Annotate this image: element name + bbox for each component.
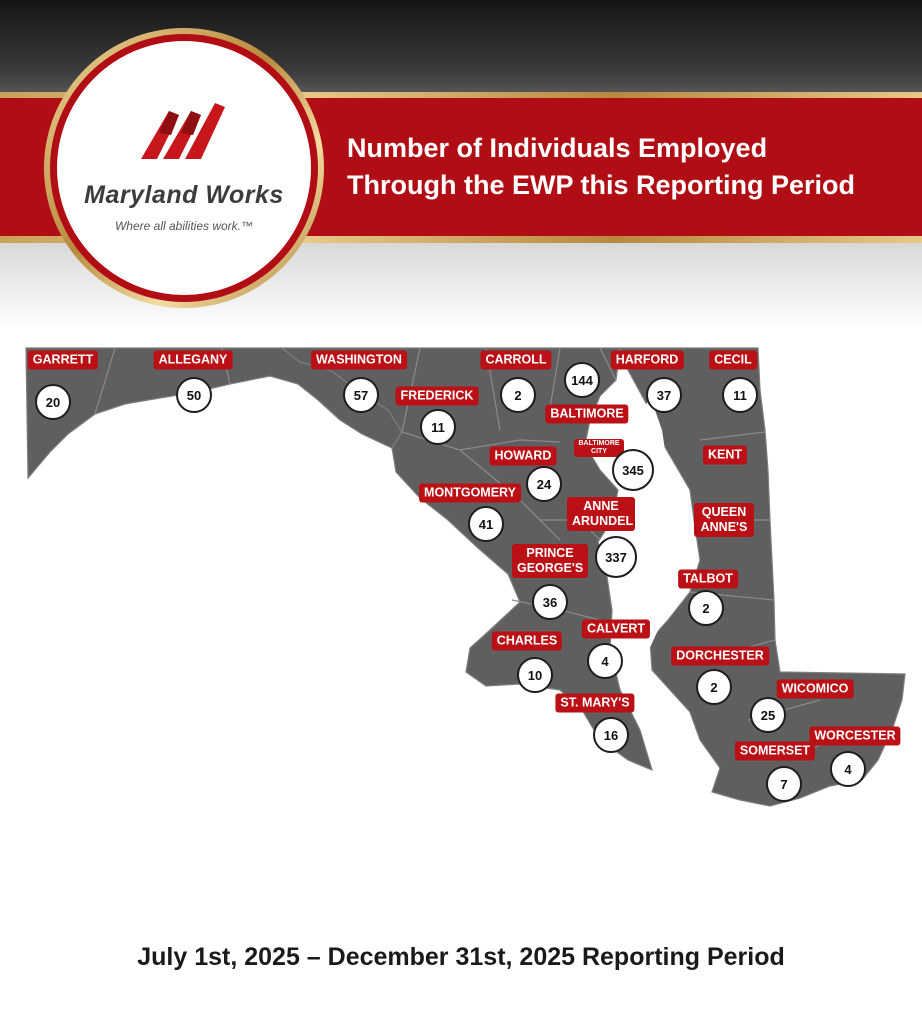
county-label-montgomery: MONTGOMERY [419, 484, 521, 503]
county-label-talbot: TALBOT [678, 570, 738, 589]
county-count-prince-georges: 36 [532, 584, 568, 620]
county-count-calvert: 4 [587, 643, 623, 679]
county-count-montgomery: 41 [468, 506, 504, 542]
county-count-somerset: 7 [766, 766, 802, 802]
county-label-carroll: CARROLL [480, 351, 551, 370]
logo-tagline: Where all abilities work.™ [114, 219, 254, 233]
county-count-howard: 24 [526, 466, 562, 502]
county-count-talbot: 2 [688, 590, 724, 626]
county-count-charles: 10 [517, 657, 553, 693]
title-line-1: Number of Individuals Employed [347, 133, 768, 163]
county-count-dorchester: 2 [696, 669, 732, 705]
county-label-dorchester: DORCHESTER [671, 647, 769, 666]
county-count-harford: 37 [646, 377, 682, 413]
county-count-carroll: 2 [500, 377, 536, 413]
county-label-charles: CHARLES [492, 632, 562, 651]
county-count-washington: 57 [343, 377, 379, 413]
reporting-period: July 1st, 2025 – December 31st, 2025 Reporting Period [137, 943, 785, 971]
county-count-cecil: 11 [722, 377, 758, 413]
county-label-wicomico: WICOMICO [777, 680, 854, 699]
county-count-baltimore-city: 345 [612, 449, 654, 491]
county-label-somerset: SOMERSET [735, 742, 815, 761]
county-count-anne-arundel: 337 [595, 536, 637, 578]
title-line-2: Through the EWP this Reporting Period [347, 170, 855, 200]
county-label-howard: HOWARD [490, 447, 557, 466]
county-label-kent: KENT [703, 446, 747, 465]
county-label-allegany: ALLEGANY [154, 351, 233, 370]
county-label-baltimore-city: BALTIMORE CITY [574, 439, 624, 457]
county-count-worcester: 4 [830, 751, 866, 787]
county-label-st-marys: ST. MARY'S [555, 694, 634, 713]
county-count-allegany: 50 [176, 377, 212, 413]
county-count-wicomico: 25 [750, 697, 786, 733]
county-label-queen-annes: QUEEN ANNE'S [694, 503, 754, 537]
county-label-baltimore: BALTIMORE [545, 405, 628, 424]
county-count-frederick: 11 [420, 409, 456, 445]
map-land [26, 348, 905, 806]
county-label-calvert: CALVERT [582, 620, 650, 639]
logo-wordmark: Maryland Works [84, 181, 284, 209]
county-count-st-marys: 16 [593, 717, 629, 753]
county-label-anne-arundel: ANNE ARUNDEL [567, 497, 635, 531]
county-count-baltimore: 144 [564, 362, 600, 398]
county-label-garrett: GARRETT [28, 351, 98, 370]
county-count-garrett: 20 [35, 384, 71, 420]
county-label-worcester: WORCESTER [809, 727, 900, 746]
county-label-prince-georges: PRINCE GEORGE'S [512, 544, 588, 578]
county-label-frederick: FREDERICK [396, 387, 479, 406]
county-label-cecil: CECIL [709, 351, 757, 370]
county-label-harford: HARFORD [611, 351, 684, 370]
county-label-washington: WASHINGTON [311, 351, 407, 370]
